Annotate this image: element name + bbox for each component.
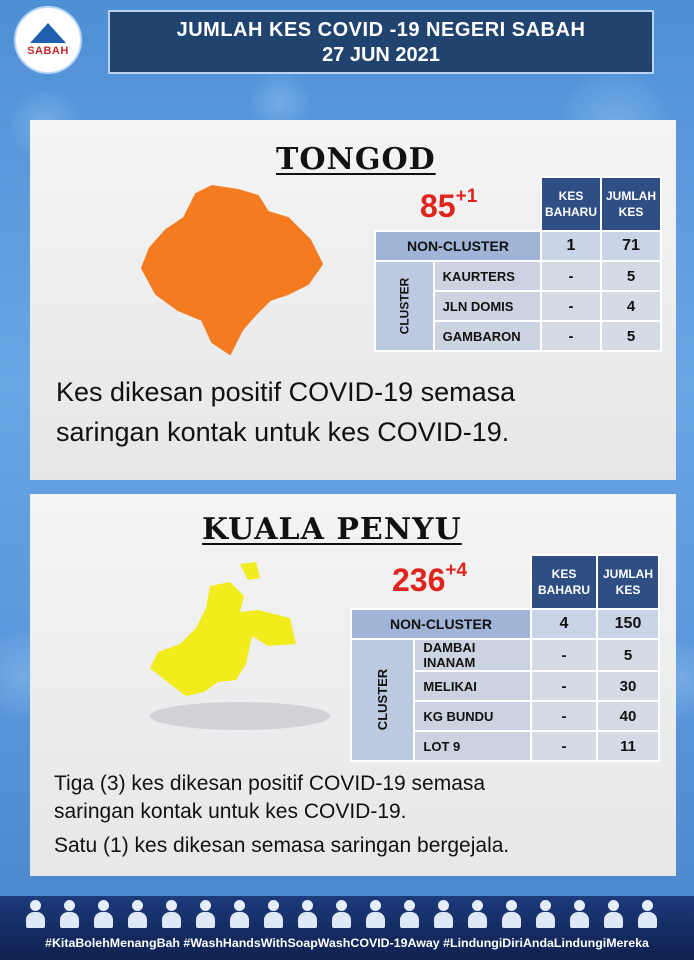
kuala-penyu-desc-line3: Satu (1) kes dikesan semasa saringan bergejala. [54, 834, 510, 857]
kuala-penyu-desc-line2: saringan kontak untuk kes COVID-19. [54, 800, 407, 823]
kuala-penyu-description [54, 770, 509, 860]
person-icon [58, 900, 80, 928]
cluster-baharu: - [531, 701, 597, 731]
person-icon [636, 900, 658, 928]
header-date: 27 JUN 2021 [322, 44, 440, 66]
footer-hashtags: #KitaBolehMenangBah #WashHandsWithSoapWashCOVID-19Away #LindungiDiriAndaLindungiMereka [45, 936, 649, 950]
cluster-label: CLUSTER [375, 261, 434, 351]
page-header [108, 10, 654, 74]
person-icon [534, 900, 556, 928]
person-icon [228, 900, 250, 928]
cluster-jumlah: 5 [601, 321, 661, 351]
person-icon [296, 900, 318, 928]
cluster-name: GAMBARON [434, 321, 541, 351]
cluster-jumlah: 4 [601, 291, 661, 321]
cluster-jumlah: 30 [597, 671, 659, 701]
cluster-baharu: - [531, 731, 597, 761]
header-title: JUMLAH KES COVID -19 NEGERI SABAH [176, 19, 586, 41]
kuala-penyu-map [140, 556, 340, 746]
kuala-penyu-shape [150, 582, 296, 696]
cluster-name: LOT 9 [414, 731, 531, 761]
map-shadow [150, 702, 330, 730]
kuala-penyu-total: 236 [392, 562, 446, 598]
header-kes-baharu: KES BAHARU [531, 555, 597, 609]
person-icon [466, 900, 488, 928]
cluster-jumlah: 11 [597, 731, 659, 761]
non-cluster-label: NON-CLUSTER [351, 609, 531, 639]
cluster-baharu: - [541, 291, 601, 321]
person-icon [330, 900, 352, 928]
non-cluster-baharu: 4 [531, 609, 597, 639]
cluster-baharu: - [541, 261, 601, 291]
non-cluster-jumlah: 150 [597, 609, 659, 639]
logo-text: SABAH [27, 45, 69, 57]
person-icon [160, 900, 182, 928]
kuala-penyu-table [350, 554, 660, 762]
person-icon [364, 900, 386, 928]
person-icon [568, 900, 590, 928]
mountain-icon [30, 23, 66, 43]
tongod-shape [142, 186, 322, 354]
footer-banner [0, 896, 694, 960]
person-icon [194, 900, 216, 928]
sabah-logo [14, 6, 82, 74]
cluster-name: KAURTERS [434, 261, 541, 291]
person-icon [126, 900, 148, 928]
person-icon [24, 900, 46, 928]
tongod-desc-line1: Kes dikesan positif COVID-19 semasa [56, 377, 516, 407]
district-title-tongod: TONGOD [276, 142, 436, 177]
person-icon [602, 900, 624, 928]
cluster-name: MELIKAI [414, 671, 531, 701]
cluster-name: KG BUNDU [414, 701, 531, 731]
cluster-jumlah: 5 [601, 261, 661, 291]
tongod-description [56, 372, 515, 452]
person-icon [500, 900, 522, 928]
cluster-label: CLUSTER [351, 639, 414, 761]
person-icon [398, 900, 420, 928]
cluster-jumlah: 40 [597, 701, 659, 731]
header-kes-baharu: KES BAHARU [541, 177, 601, 231]
non-cluster-baharu: 1 [541, 231, 601, 261]
cluster-baharu: - [531, 671, 597, 701]
district-title-kuala-penyu: KUALA PENYU [202, 512, 462, 547]
tongod-total: 85 [420, 188, 456, 224]
person-icon [92, 900, 114, 928]
cluster-name: JLN DOMIS [434, 291, 541, 321]
tongod-desc-line2: saringan kontak untuk kes COVID-19. [56, 417, 510, 447]
cluster-baharu: - [531, 639, 597, 671]
cluster-name: DAMBAI INANAM [414, 639, 531, 671]
non-cluster-jumlah: 71 [601, 231, 661, 261]
tongod-panel [30, 120, 676, 480]
person-icon [432, 900, 454, 928]
tongod-new: +1 [455, 186, 478, 207]
kuala-penyu-new: +4 [445, 560, 468, 581]
cluster-jumlah: 5 [597, 639, 659, 671]
header-jumlah-kes: JUMLAH KES [601, 177, 661, 231]
person-icon [262, 900, 284, 928]
non-cluster-label: NON-CLUSTER [375, 231, 541, 261]
kuala-penyu-panel [30, 494, 676, 876]
frontliner-figures [24, 900, 658, 928]
cluster-baharu: - [541, 321, 601, 351]
header-jumlah-kes: JUMLAH KES [597, 555, 659, 609]
kuala-penyu-desc-line1: Tiga (3) kes dikesan positif COVID-19 semasa [54, 772, 486, 795]
tongod-map [138, 182, 328, 358]
tongod-table [374, 176, 662, 352]
kuala-penyu-island [240, 562, 260, 580]
